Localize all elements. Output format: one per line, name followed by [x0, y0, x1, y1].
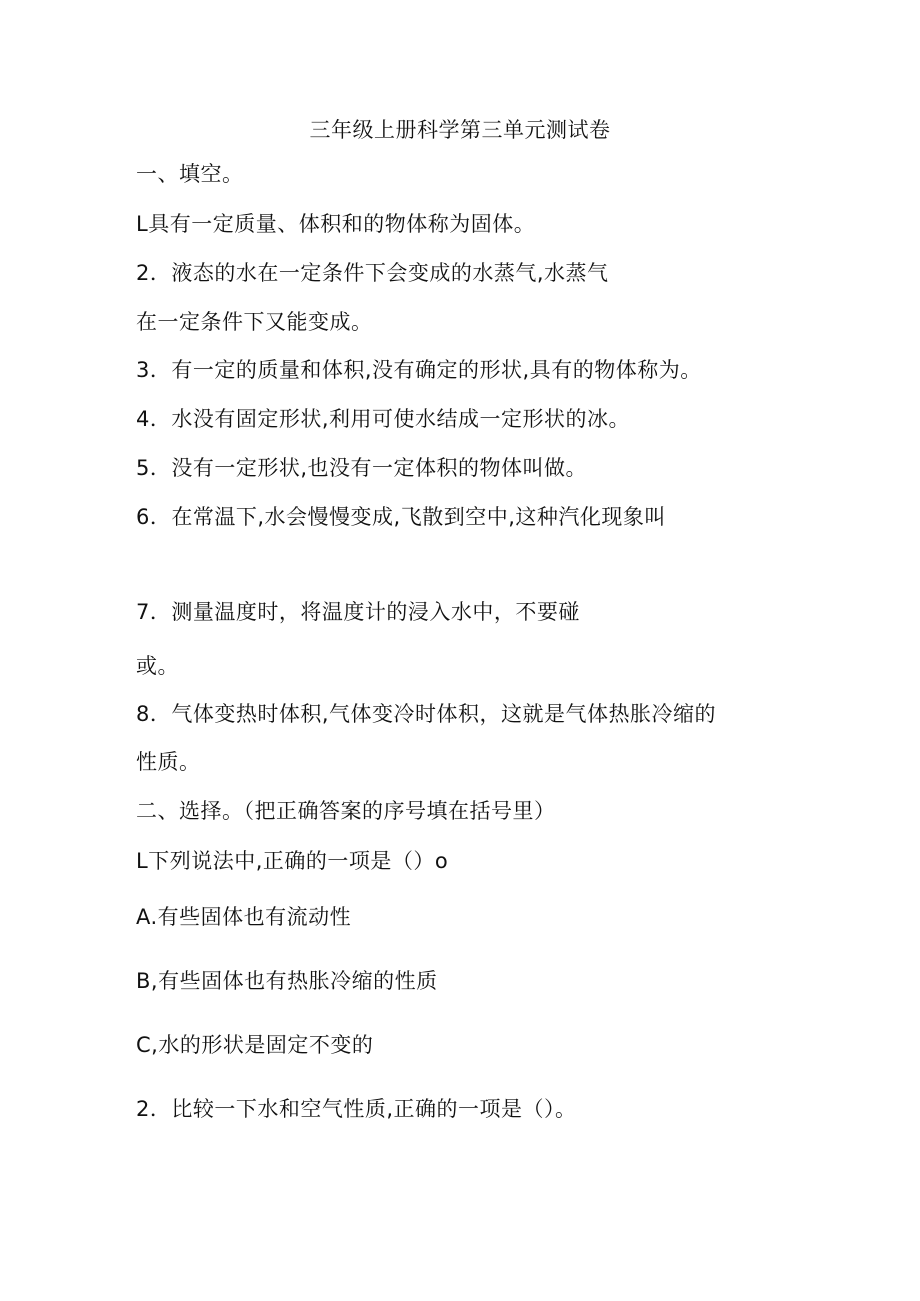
section-heading-choice: 二、选择。（把正确答案的序号填在括号里） — [136, 799, 556, 823]
question-line: 8．气体变热时体积,气体变冷时体积，这就是气体热胀冷缩的 — [136, 702, 717, 726]
question-line: 性质。 — [136, 750, 201, 774]
question-line: 2．比较一下水和空气性质,正确的一项是（）。 — [136, 1097, 577, 1121]
question-line: 2．液态的水在一定条件下会变成的水蒸气,水蒸气 — [136, 261, 609, 285]
question-line: 5．没有一定形状,也没有一定体积的物体叫做。 — [136, 456, 588, 480]
question-line: L下列说法中,正确的一项是（）o — [136, 849, 449, 873]
question-line: L具有一定质量、体积和的物体称为固体。 — [136, 212, 536, 236]
question-line: 4．水没有固定形状,利用可使水结成一定形状的冰。 — [136, 407, 631, 431]
option-line: C,水的形状是固定不变的 — [136, 1033, 374, 1057]
question-line: 6．在常温下,水会慢慢变成,飞散到空中,这种汽化现象叫 — [136, 505, 666, 529]
section-heading-fill-in: 一、填空。 — [136, 162, 244, 186]
option-line: B,有些固体也有热胀冷缩的性质 — [136, 969, 438, 993]
page-title: 三年级上册科学第三单元测试卷 — [309, 118, 611, 142]
question-line: 或。 — [136, 654, 179, 678]
question-line: 在一定条件下又能变成。 — [136, 310, 373, 334]
option-line: A.有些固体也有流动性 — [136, 905, 352, 929]
question-line: 3．有一定的质量和体积,没有确定的形状,具有的物体称为。 — [136, 358, 702, 382]
question-line: 7．测量温度时，将温度计的浸入水中，不要碰 — [136, 600, 580, 624]
